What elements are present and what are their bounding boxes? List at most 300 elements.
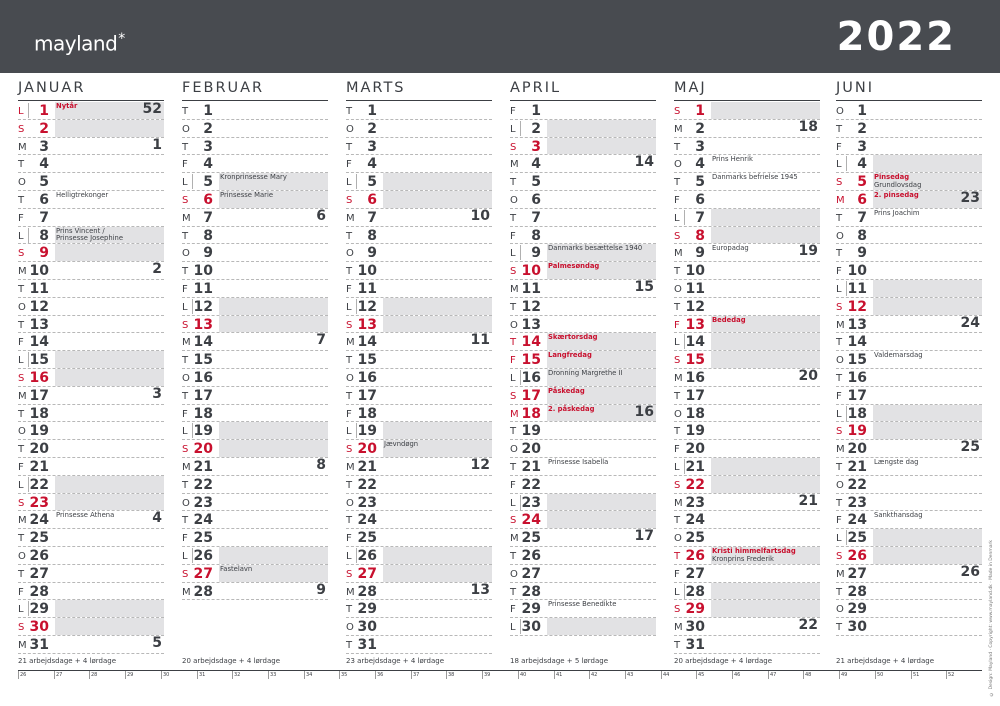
day-row — [836, 422, 982, 440]
week-number: 19 — [798, 243, 818, 260]
weekend-fill — [873, 155, 982, 172]
weekday-letter: S — [510, 141, 517, 153]
weekday-letter: L — [182, 177, 188, 189]
week-strip-label: 30 — [163, 672, 170, 678]
weekday-letter: L — [18, 106, 24, 117]
weekday-letter: F — [182, 283, 188, 295]
weekday-letter: M — [674, 248, 683, 260]
weekday-letter: T — [18, 319, 25, 331]
day-row — [836, 333, 982, 351]
weekday-letter: L — [18, 604, 24, 616]
day-number: 25 — [521, 530, 541, 547]
day-number: 19 — [193, 423, 213, 440]
day-number: 19 — [357, 423, 377, 440]
weekend-fill — [383, 191, 492, 208]
weekday-letter: L — [510, 248, 516, 260]
weekday-letter: L — [510, 497, 516, 509]
day-number: 11 — [521, 280, 541, 297]
day-number: 9 — [39, 245, 49, 262]
day-row — [674, 547, 820, 565]
weekday-letter: T — [18, 533, 25, 545]
week-strip-tick — [18, 671, 19, 679]
day-number: 3 — [857, 138, 867, 155]
weekday-letter: S — [182, 194, 189, 206]
month-summary: 21 arbejdsdage + 4 lørdage — [18, 657, 117, 665]
day-row — [510, 422, 656, 440]
day-number: 25 — [357, 530, 377, 547]
day-note — [874, 192, 919, 200]
day-number: 9 — [857, 245, 867, 262]
day-number: 20 — [357, 441, 377, 458]
day-number: 17 — [357, 387, 377, 404]
weekday-letter: T — [836, 337, 843, 349]
weekday-letter: S — [674, 604, 681, 616]
week-strip-tick — [339, 671, 340, 679]
weekday-letter: S — [346, 194, 353, 206]
weekday-letter: O — [674, 408, 682, 420]
day-row — [18, 244, 164, 262]
week-strip-tick — [875, 671, 876, 679]
week-strip-label: 35 — [341, 672, 348, 678]
day-note-line: Prins Henrik — [712, 155, 753, 164]
weekday-letter: F — [674, 194, 680, 206]
day-row — [18, 155, 164, 173]
day-row — [346, 316, 492, 334]
day-note-line: Dronning Margrethe II — [548, 368, 623, 377]
day-number: 20 — [193, 441, 213, 458]
weekday-letter: T — [182, 141, 189, 153]
day-row — [346, 333, 492, 351]
weekday-letter: L — [346, 177, 352, 189]
weekday-letter: L — [674, 586, 680, 598]
week-strip-tick — [911, 671, 912, 679]
day-row — [18, 458, 164, 476]
day-row — [836, 262, 982, 280]
day-row — [836, 173, 982, 191]
weekday-letter: T — [346, 266, 353, 278]
day-row — [674, 244, 820, 262]
weekday-letter: T — [510, 586, 517, 598]
day-number: 15 — [521, 352, 541, 369]
weekday-letter: O — [836, 230, 844, 242]
week-number: 12 — [470, 456, 490, 473]
weekend-fill — [873, 298, 982, 315]
weekday-letter: S — [674, 230, 681, 242]
month-februar — [182, 80, 328, 600]
day-number: 5 — [203, 174, 213, 191]
day-number: 17 — [29, 387, 49, 404]
day-number: 4 — [857, 156, 867, 173]
day-number: 10 — [193, 263, 213, 280]
week-strip-tick — [375, 671, 376, 679]
week-strip-label: 40 — [520, 672, 527, 678]
weekday-letter: T — [674, 515, 681, 527]
weekday-letter: S — [18, 123, 25, 135]
week-strip-label: 36 — [377, 672, 384, 678]
weekday-letter: O — [346, 497, 354, 509]
week-number: 11 — [470, 332, 490, 349]
day-row — [674, 422, 820, 440]
day-number: 23 — [685, 494, 705, 511]
day-number: 29 — [521, 601, 541, 618]
day-number: 10 — [357, 263, 377, 280]
day-row — [674, 387, 820, 405]
weekday-letter: L — [346, 301, 352, 313]
week-strip-label: 46 — [734, 672, 741, 678]
day-number: 5 — [367, 174, 377, 191]
day-note-line: Fastelavn — [220, 564, 253, 573]
day-row — [346, 244, 492, 262]
day-note-line: 2. pinsedag — [874, 190, 919, 199]
day-row — [510, 369, 656, 387]
day-note-line: Prinsesse Benedikte — [548, 600, 617, 609]
day-note — [712, 245, 749, 253]
week-strip-tick — [696, 671, 697, 679]
day-number: 12 — [29, 298, 49, 315]
day-row — [510, 494, 656, 512]
day-number: 15 — [357, 352, 377, 369]
day-row — [18, 316, 164, 334]
weekday-letter: F — [346, 533, 352, 545]
day-number: 13 — [685, 316, 705, 333]
week-strip-label: 52 — [948, 672, 955, 678]
day-number: 7 — [39, 209, 49, 226]
weekday-letter: T — [674, 177, 681, 189]
day-note-line: Europadag — [712, 244, 749, 253]
day-number: 13 — [193, 316, 213, 333]
day-number: 21 — [685, 458, 705, 475]
day-number: 11 — [847, 280, 867, 297]
weekday-letter: F — [836, 266, 842, 278]
header-bar — [0, 0, 1000, 73]
day-row — [346, 529, 492, 547]
day-number: 7 — [367, 209, 377, 226]
day-row — [346, 351, 492, 369]
day-row — [346, 387, 492, 405]
day-note-line: Længste dag — [874, 457, 919, 466]
day-number: 5 — [39, 174, 49, 191]
day-row — [18, 227, 164, 245]
week-strip-tick — [518, 671, 519, 679]
day-number: 14 — [357, 334, 377, 351]
day-row — [182, 511, 328, 529]
weekday-letter: S — [346, 444, 353, 456]
day-number: 29 — [847, 601, 867, 618]
weekend-fill — [383, 422, 492, 439]
weekday-letter: T — [346, 639, 353, 651]
day-row — [510, 262, 656, 280]
weekday-letter: M — [346, 212, 355, 224]
day-row — [346, 173, 492, 191]
weekday-letter: S — [836, 177, 843, 189]
weekday-letter: T — [18, 408, 25, 420]
weekday-letter: S — [18, 497, 25, 509]
week-strip-line — [18, 670, 982, 671]
day-number: 14 — [685, 334, 705, 351]
day-number: 14 — [193, 334, 213, 351]
weekday-letter: S — [836, 426, 843, 438]
day-note — [548, 388, 585, 396]
week-strip-tick — [125, 671, 126, 679]
day-row — [18, 262, 164, 280]
weekend-fill — [547, 138, 656, 155]
day-number: 17 — [521, 387, 541, 404]
day-row — [182, 120, 328, 138]
month-name: FEBRUAR — [182, 80, 328, 101]
week-number: 15 — [634, 278, 654, 295]
week-strip-label: 38 — [448, 672, 455, 678]
month-april — [510, 80, 656, 636]
day-row — [510, 565, 656, 583]
day-row — [18, 636, 164, 654]
week-strip-label: 37 — [413, 672, 420, 678]
week-strip-label: 31 — [199, 672, 206, 678]
week-number: 8 — [316, 456, 326, 473]
day-row — [836, 209, 982, 227]
day-row — [346, 405, 492, 423]
day-number: 3 — [203, 138, 213, 155]
day-number: 2 — [857, 120, 867, 137]
day-number: 15 — [29, 352, 49, 369]
day-number: 2 — [203, 120, 213, 137]
weekday-letter: S — [18, 372, 25, 384]
weekend-fill — [55, 618, 164, 635]
day-number: 17 — [193, 387, 213, 404]
day-number: 3 — [531, 138, 541, 155]
day-row — [674, 173, 820, 191]
weekday-letter: O — [510, 194, 518, 206]
week-strip-label: 27 — [56, 672, 63, 678]
day-number: 21 — [847, 458, 867, 475]
day-row — [510, 511, 656, 529]
day-note — [874, 174, 921, 189]
day-number: 24 — [847, 512, 867, 529]
weekday-letter: O — [182, 372, 190, 384]
day-number: 22 — [521, 476, 541, 493]
day-row — [346, 440, 492, 458]
month-name: MARTS — [346, 80, 492, 101]
week-strip-label: 28 — [91, 672, 98, 678]
weekend-fill — [219, 316, 328, 333]
day-row — [182, 155, 328, 173]
weekday-letter: S — [836, 550, 843, 562]
day-row — [674, 636, 820, 654]
day-number: 1 — [39, 103, 49, 119]
week-number: 20 — [798, 367, 818, 384]
weekday-letter: L — [346, 550, 352, 562]
day-note-line: Danmarks besættelse 1940 — [548, 244, 643, 253]
weekday-letter: S — [674, 479, 681, 491]
day-number: 16 — [847, 369, 867, 386]
day-note-line: Danmarks befrielse 1945 — [712, 173, 798, 182]
weekend-fill — [383, 565, 492, 582]
week-number: 23 — [960, 189, 980, 206]
weekday-letter: T — [182, 479, 189, 491]
day-row — [346, 600, 492, 618]
day-row — [346, 227, 492, 245]
month-marts — [346, 80, 492, 654]
day-row — [18, 511, 164, 529]
day-row — [510, 333, 656, 351]
day-note — [56, 192, 108, 200]
day-row — [18, 280, 164, 298]
weekday-letter: M — [182, 337, 191, 349]
day-number: 30 — [357, 619, 377, 636]
weekday-letter: T — [836, 622, 843, 634]
weekday-letter: F — [674, 319, 680, 331]
week-strip-tick — [411, 671, 412, 679]
day-number: 10 — [847, 263, 867, 280]
day-row — [836, 369, 982, 387]
weekday-letter: T — [836, 212, 843, 224]
weekday-letter: M — [182, 586, 191, 598]
week-number: 21 — [798, 492, 818, 509]
day-row — [182, 191, 328, 209]
day-number: 8 — [857, 227, 867, 244]
day-row — [674, 565, 820, 583]
day-number: 14 — [29, 334, 49, 351]
weekday-letter: O — [674, 533, 682, 545]
day-row — [18, 422, 164, 440]
day-note — [874, 210, 920, 218]
weekday-letter: T — [674, 639, 681, 651]
weekday-letter: T — [510, 426, 517, 438]
day-note-line: Prins Vincent / — [56, 226, 105, 235]
weekday-letter: S — [674, 106, 681, 117]
week-number: 25 — [960, 439, 980, 456]
weekday-letter: L — [510, 372, 516, 384]
day-number: 15 — [193, 352, 213, 369]
day-row — [510, 191, 656, 209]
day-number: 6 — [203, 191, 213, 208]
weekday-letter: M — [18, 515, 27, 527]
week-strip-tick — [661, 671, 662, 679]
day-number: 24 — [193, 512, 213, 529]
day-number: 17 — [685, 387, 705, 404]
day-row — [18, 565, 164, 583]
day-number: 28 — [847, 583, 867, 600]
weekday-letter: S — [182, 444, 189, 456]
weekend-fill — [711, 583, 820, 600]
day-number: 23 — [521, 494, 541, 511]
day-row — [510, 316, 656, 334]
day-row — [346, 191, 492, 209]
day-number: 30 — [29, 619, 49, 636]
day-number: 1 — [203, 103, 213, 119]
day-row — [510, 547, 656, 565]
day-row — [18, 583, 164, 601]
day-number: 1 — [531, 103, 541, 119]
week-number: 24 — [960, 314, 980, 331]
weekday-letter: S — [674, 355, 681, 367]
day-row — [510, 280, 656, 298]
day-note — [220, 566, 252, 574]
day-number: 22 — [685, 476, 705, 493]
day-row — [18, 387, 164, 405]
day-row — [510, 600, 656, 618]
weekday-letter: F — [346, 283, 352, 295]
day-note — [548, 263, 599, 271]
week-strip — [18, 670, 982, 694]
day-row — [18, 333, 164, 351]
weekday-letter: T — [182, 515, 189, 527]
day-row — [18, 547, 164, 565]
month-maj — [674, 80, 820, 654]
day-number: 21 — [357, 458, 377, 475]
weekday-letter: O — [346, 123, 354, 135]
week-strip-tick — [89, 671, 90, 679]
day-row — [182, 138, 328, 156]
weekday-letter: M — [510, 159, 519, 171]
week-number: 16 — [634, 403, 654, 420]
day-note — [384, 441, 418, 449]
day-number: 6 — [39, 191, 49, 208]
weekday-letter: T — [18, 159, 25, 171]
day-number: 24 — [357, 512, 377, 529]
weekday-letter: F — [18, 461, 24, 473]
weekday-letter: T — [510, 177, 517, 189]
weekend-fill — [219, 440, 328, 457]
day-row — [510, 173, 656, 191]
day-note — [712, 174, 798, 182]
day-row — [182, 333, 328, 351]
weekday-letter: T — [674, 301, 681, 313]
day-number: 3 — [39, 138, 49, 155]
week-strip-label: 39 — [484, 672, 491, 678]
week-strip-label: 51 — [913, 672, 920, 678]
day-number: 16 — [521, 369, 541, 386]
weekday-letter: F — [510, 604, 516, 616]
weekday-letter: T — [836, 586, 843, 598]
day-row — [836, 458, 982, 476]
day-row — [346, 155, 492, 173]
weekday-letter: M — [836, 194, 845, 206]
week-number: 3 — [152, 385, 162, 402]
weekday-letter: S — [182, 568, 189, 580]
day-row — [346, 209, 492, 227]
weekday-letter: O — [18, 301, 26, 313]
weekend-fill — [873, 547, 982, 564]
day-row — [18, 405, 164, 423]
day-note — [874, 459, 918, 467]
day-number: 27 — [521, 565, 541, 582]
weekday-letter: T — [674, 426, 681, 438]
weekday-letter: F — [510, 106, 516, 117]
day-number: 2 — [695, 120, 705, 137]
day-number: 3 — [367, 138, 377, 155]
day-number: 29 — [29, 601, 49, 618]
weekday-letter: O — [836, 106, 844, 117]
day-number: 9 — [695, 245, 705, 262]
day-row — [182, 440, 328, 458]
week-strip-tick — [161, 671, 162, 679]
day-row — [182, 494, 328, 512]
weekday-letter: O — [674, 159, 682, 171]
day-row — [836, 120, 982, 138]
weekday-letter: M — [346, 586, 355, 598]
month-name: MAJ — [674, 80, 820, 101]
day-row — [346, 298, 492, 316]
day-number: 27 — [357, 565, 377, 582]
day-number: 12 — [357, 298, 377, 315]
day-row — [674, 262, 820, 280]
day-number: 18 — [357, 405, 377, 422]
day-row — [674, 351, 820, 369]
weekday-letter: L — [182, 426, 188, 438]
day-row — [836, 405, 982, 423]
day-number: 18 — [29, 405, 49, 422]
weekday-letter: O — [836, 604, 844, 616]
